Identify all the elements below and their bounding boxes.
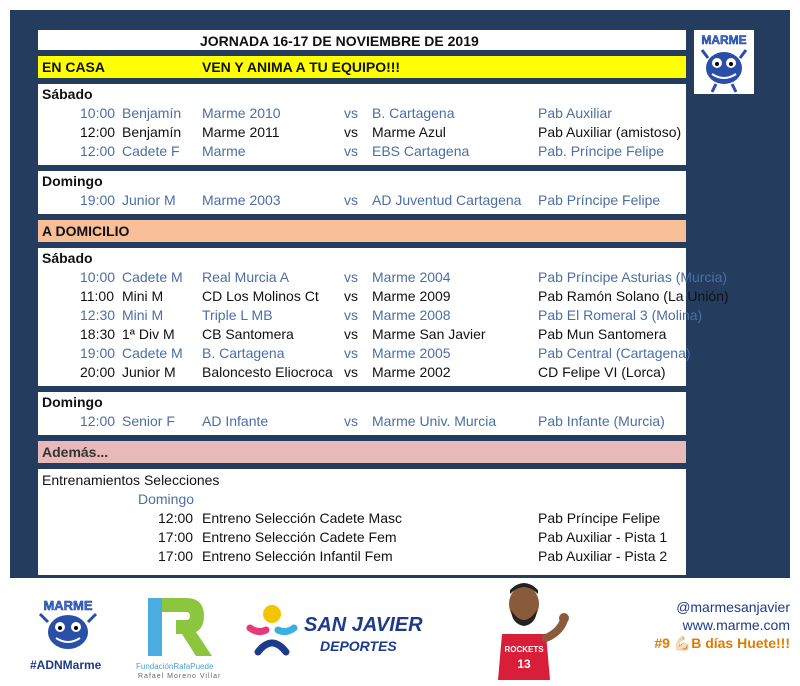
sanjavier-figure-icon <box>244 600 300 660</box>
training-venue: Pab Auxiliar - Pista 1 <box>538 529 668 545</box>
game-time: 12:30 <box>80 307 116 323</box>
title-row <box>38 30 686 50</box>
footer <box>0 580 800 686</box>
game-row <box>38 363 686 382</box>
day-label: Sábado <box>42 250 93 266</box>
game-opponent: B. Cartagena <box>372 105 455 121</box>
game-vs: vs <box>344 413 358 429</box>
hashtag: #ADNMarme <box>30 658 102 672</box>
game-team: Baloncesto Eliocroca <box>202 364 333 380</box>
game-vs: vs <box>344 307 358 323</box>
game-venue: Pab Auxiliar (amistoso) <box>538 124 682 140</box>
game-opponent: Marme San Javier <box>372 326 486 342</box>
marme-logo-icon <box>694 30 754 94</box>
game-team: Marme <box>202 143 246 159</box>
extra-section <box>38 469 686 575</box>
training-venue: Pab Auxiliar - Pista 2 <box>538 548 668 564</box>
away-band <box>38 220 686 242</box>
game-row <box>38 191 686 210</box>
game-team: Marme 2010 <box>202 105 281 121</box>
day-label: Domingo <box>42 173 103 189</box>
game-time: 19:00 <box>80 192 116 208</box>
training-name: Entreno Selección Cadete Fem <box>202 529 397 545</box>
sanjavier-subtitle: DEPORTES <box>320 638 397 654</box>
training-name: Entreno Selección Infantil Fem <box>202 548 393 564</box>
svg-text:ROCKETS: ROCKETS <box>504 645 544 654</box>
game-team: B. Cartagena <box>202 345 285 361</box>
game-venue: Pab Príncipe Asturias (Murcia) <box>538 269 728 285</box>
game-vs: vs <box>344 364 358 380</box>
game-vs: vs <box>344 269 358 285</box>
game-category: Cadete M <box>122 269 183 285</box>
training-venue: Pab Príncipe Felipe <box>538 510 661 526</box>
training-time: 12:00 <box>158 510 194 526</box>
game-category: Cadete M <box>122 345 183 361</box>
game-category: Junior M <box>122 192 176 208</box>
game-vs: vs <box>344 288 358 304</box>
game-vs: vs <box>344 192 358 208</box>
training-row <box>38 546 686 565</box>
game-category: Mini M <box>122 288 164 304</box>
game-venue: Pab Central (Cartagena) <box>538 345 691 361</box>
social-handle[interactable]: @marmesanjavier <box>676 599 790 615</box>
game-row <box>38 325 686 344</box>
page-title: JORNADA 16-17 DE NOVIEMBRE DE 2019 <box>200 33 479 49</box>
game-category: Senior F <box>122 413 175 429</box>
game-row <box>38 344 691 363</box>
sanjavier-logo <box>244 600 444 660</box>
game-opponent: Marme 2009 <box>372 288 451 304</box>
extra-day: Domingo <box>138 491 195 507</box>
game-opponent: Marme 2005 <box>372 345 451 361</box>
foundation-subtitle: Rafael Moreno Villar <box>138 673 222 680</box>
website-link[interactable]: www.marme.com <box>682 617 790 633</box>
training-name: Entreno Selección Cadete Masc <box>202 510 402 526</box>
game-row <box>38 142 686 161</box>
game-venue: CD Felipe VI (Lorca) <box>538 364 666 380</box>
game-team: CB Santomera <box>202 326 294 342</box>
game-category: Benjamín <box>122 105 182 121</box>
game-opponent: Marme 2004 <box>372 269 451 285</box>
home-label: EN CASA <box>42 59 106 75</box>
tagline: #9 💪🏻B días Huete!!! <box>654 635 790 651</box>
training-time: 17:00 <box>158 529 194 545</box>
game-venue: Pab Auxiliar <box>538 105 612 121</box>
extra-heading: Entrenamientos Selecciones <box>42 472 220 488</box>
training-row <box>38 508 686 527</box>
game-team: AD Infante <box>202 413 269 429</box>
training-row <box>38 527 686 546</box>
game-category: Mini M <box>122 307 164 323</box>
game-opponent: AD Juventud Cartagena <box>372 192 522 208</box>
home-slogan: VEN Y ANIMA A TU EQUIPO!!! <box>202 59 401 75</box>
day-label: Sábado <box>42 86 93 102</box>
game-time: 12:00 <box>80 143 116 159</box>
game-vs: vs <box>344 326 358 342</box>
game-venue: Pab Príncipe Felipe <box>538 192 661 208</box>
game-team: Triple L MB <box>202 307 273 323</box>
game-time: 18:30 <box>80 326 116 342</box>
game-time: 20:00 <box>80 364 116 380</box>
game-venue: Pab El Romeral 3 (Molina) <box>538 307 703 323</box>
game-vs: vs <box>344 345 358 361</box>
contact-block <box>600 598 790 652</box>
game-opponent: Marme 2002 <box>372 364 451 380</box>
game-time: 10:00 <box>80 105 116 121</box>
game-team: Marme 2011 <box>202 124 280 140</box>
game-venue: Pab. Príncipe Felipe <box>538 143 665 159</box>
away-label: A DOMICILIO <box>42 223 130 239</box>
player-cartoon-icon <box>484 580 574 680</box>
svg-text:13: 13 <box>517 657 531 671</box>
game-vs: vs <box>344 105 358 121</box>
game-team: Real Murcia A <box>202 269 290 285</box>
home-saturday-section <box>38 84 686 165</box>
svg-text:MARME: MARME <box>43 598 93 613</box>
game-team: CD Los Molinos Ct <box>202 288 319 304</box>
game-row <box>38 104 686 123</box>
game-opponent: Marme Univ. Murcia <box>372 413 497 429</box>
game-opponent: Marme Azul <box>372 124 446 140</box>
marme-mascot-icon <box>32 596 104 656</box>
game-time: 10:00 <box>80 269 116 285</box>
foundation-logo <box>136 594 222 684</box>
game-row <box>38 306 703 325</box>
sanjavier-title: SAN JAVIER <box>304 614 423 636</box>
training-time: 17:00 <box>158 548 194 564</box>
extra-band <box>38 441 686 463</box>
foundation-rp-icon <box>136 594 222 660</box>
game-category: 1ª Div M <box>122 326 175 342</box>
game-category: Junior M <box>122 364 176 380</box>
game-time: 11:00 <box>80 288 114 304</box>
day-label: Domingo <box>42 394 103 410</box>
game-category: Cadete F <box>122 143 180 159</box>
game-time: 12:00 <box>80 413 116 429</box>
game-row <box>38 123 686 142</box>
game-row <box>38 287 729 306</box>
game-vs: vs <box>344 124 358 140</box>
foundation-name: FundaciónRafaPuede <box>136 662 214 671</box>
game-vs: vs <box>344 143 358 159</box>
game-venue: Pab Ramón Solano (La Unión) <box>538 288 729 304</box>
away-sunday-section <box>38 392 686 435</box>
schedule-sheet <box>38 30 729 575</box>
game-team: Marme 2003 <box>202 192 281 208</box>
home-sunday-section <box>38 171 686 214</box>
home-band <box>38 56 686 78</box>
away-saturday-section <box>38 248 729 386</box>
game-row <box>38 412 686 431</box>
game-opponent: Marme 2008 <box>372 307 451 323</box>
game-category: Benjamín <box>122 124 182 140</box>
game-venue: Pab Infante (Murcia) <box>538 413 665 429</box>
game-time: 19:00 <box>80 345 116 361</box>
game-opponent: EBS Cartagena <box>372 143 470 159</box>
game-time: 12:00 <box>80 124 116 140</box>
game-row <box>38 268 728 287</box>
extra-label: Además... <box>42 444 109 460</box>
svg-text:MARME: MARME <box>701 33 747 47</box>
game-venue: Pab Mun Santomera <box>538 326 667 342</box>
